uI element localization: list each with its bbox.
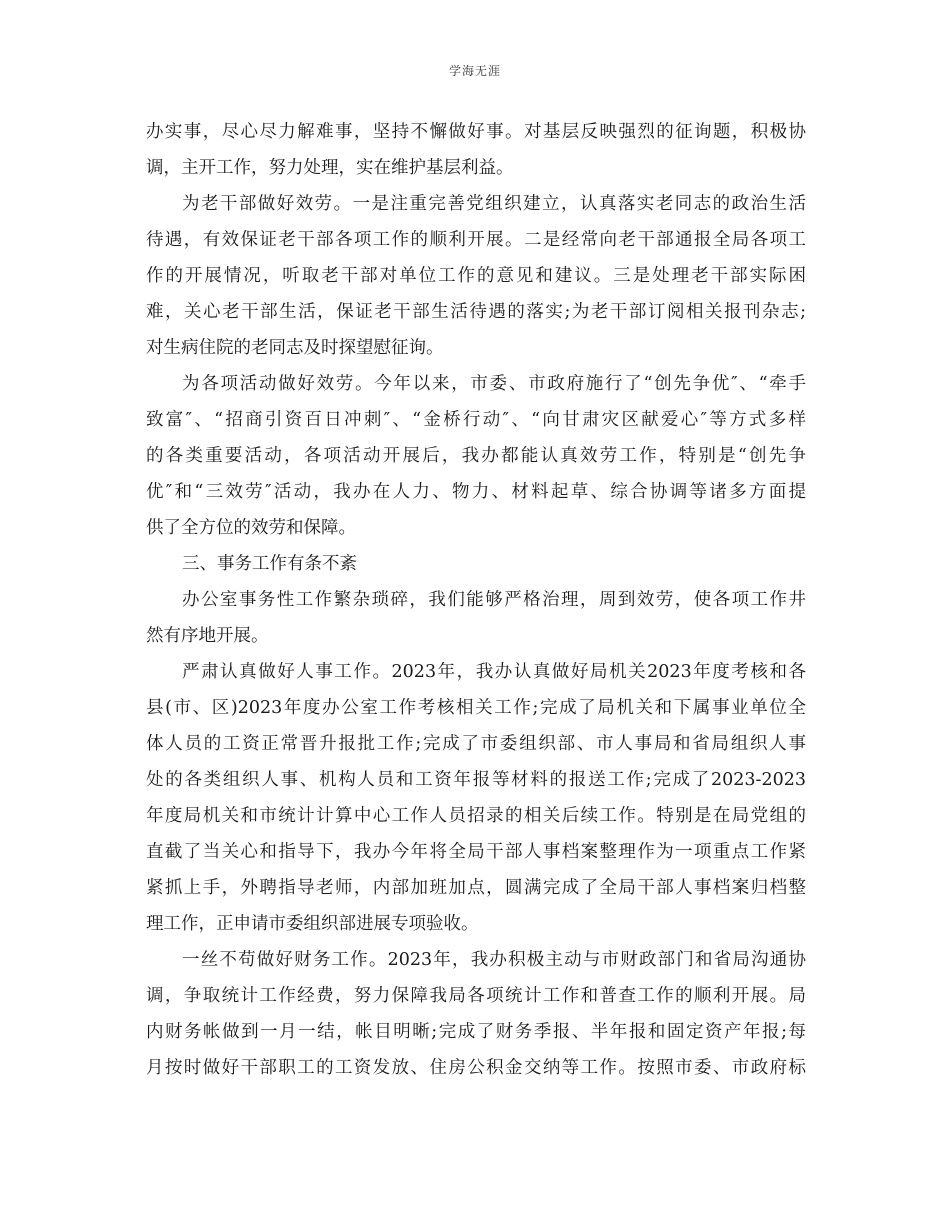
text-line: 月按时做好干部职工的工资发放、住房公积金交纳等工作。按照市委、市政府标 (146, 1058, 806, 1078)
page-header: 学海无涯 (448, 64, 501, 78)
text-line: 一丝不苟做好财务工作。2023年，我办积极主动与市财政部门和省局沟通协 (182, 950, 806, 970)
text-line: 县(市、区)2023年度办公室工作考核相关工作;完成了局机关和下属事业单位全 (146, 698, 806, 718)
text-line: 待遇，有效保证老干部各项工作的顺利开展。二是经常向老干部通报全局各项工 (146, 230, 806, 250)
text-line: 难，关心老干部生活，保证老干部生活待遇的落实;为老干部订阅相关报刊杂志; (146, 302, 806, 322)
text-line: 年度局机关和市统计计算中心工作人员招录的相关后续工作。特别是在局党组的 (146, 806, 806, 826)
text-line: 严肃认真做好人事工作。2023年，我办认真做好局机关2023年度考核和各 (182, 662, 806, 682)
text-line: 办公室事务性工作繁杂琐碎，我们能够严格治理，周到效劳，使各项工作井 (182, 590, 806, 610)
text-line: 的各类重要活动，各项活动开展后，我办都能认真效劳工作，特别是“创先争 (146, 446, 806, 466)
text-line: 然有序地开展。 (146, 626, 269, 646)
text-line: 三、事务工作有条不紊 (182, 554, 357, 574)
text-line: 对生病住院的老同志及时探望慰征询。 (146, 338, 444, 358)
document-body (146, 114, 806, 1086)
text-line: 为老干部做好效劳。一是注重完善党组织建立，认真落实老同志的政治生活 (182, 194, 806, 214)
text-line: 处的各类组织人事、机构人员和工资年报等材料的报送工作;完成了2023-2023 (146, 770, 806, 790)
text-line: 优″和“三效劳″活动，我办在人力、物力、材料起草、综合协调等诸多方面提 (146, 482, 806, 502)
text-line: 为各项活动做好效劳。今年以来，市委、市政府施行了“创先争优″、“牵手 (182, 374, 806, 394)
text-line: 直截了当关心和指导下，我办今年将全局干部人事档案整理作为一项重点工作紧 (146, 842, 806, 862)
text-line: 作的开展情况，听取老干部对单位工作的意见和建议。三是处理老干部实际困 (146, 266, 806, 286)
text-line: 紧抓上手，外聘指导老师，内部加班加点，圆满完成了全局干部人事档案归档整 (146, 878, 806, 898)
text-line: 内财务帐做到一月一结，帐目明晰;完成了财务季报、半年报和固定资产年报;每 (146, 1022, 806, 1042)
text-line: 供了全方位的效劳和保障。 (146, 518, 356, 538)
text-line: 调，争取统计工作经费，努力保障我局各项统计工作和普查工作的顺利开展。局 (146, 986, 806, 1006)
text-line: 办实事，尽心尽力解难事，坚持不懈做好事。对基层反映强烈的征询题，积极协 (146, 122, 806, 142)
text-line: 体人员的工资正常晋升报批工作;完成了市委组织部、市人事局和省局组织人事 (146, 734, 806, 754)
text-line: 调，主开工作，努力处理，实在维护基层利益。 (146, 158, 514, 178)
text-line: 致富″、“招商引资百日冲刺″、“金桥行动″、“向甘肃灾区献爱心″等方式多样 (146, 410, 806, 430)
text-line: 理工作，正申请市委组织部进展专项验收。 (146, 914, 479, 934)
